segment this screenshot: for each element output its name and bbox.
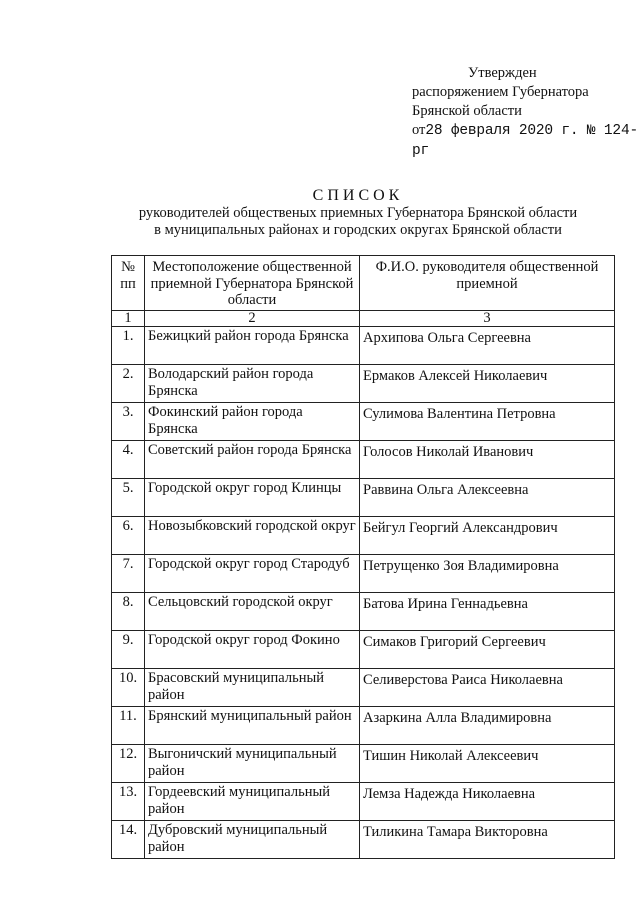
row-number: 14. xyxy=(112,821,145,859)
row-location: Городской округ город Фокино xyxy=(145,631,360,669)
table-row xyxy=(112,327,615,365)
table-row xyxy=(112,517,615,555)
approval-block xyxy=(412,64,640,161)
row-number: 12. xyxy=(112,745,145,783)
column-number: 2 xyxy=(145,311,360,327)
header-fio: Ф.И.О. руководителя общественной приемной xyxy=(360,256,615,311)
table-row xyxy=(112,555,615,593)
row-number: 13. xyxy=(112,783,145,821)
table-row xyxy=(112,669,615,707)
table-row xyxy=(112,783,615,821)
table-header-row xyxy=(112,256,615,311)
row-name: Батова Ирина Геннадьевна xyxy=(360,593,615,631)
table-row xyxy=(112,593,615,631)
document-heading xyxy=(100,186,616,239)
table-row xyxy=(112,365,615,403)
row-number: 9. xyxy=(112,631,145,669)
table-row xyxy=(112,707,615,745)
row-name: Селиверстова Раиса Николаевна xyxy=(360,669,615,707)
row-name: Петрущенко Зоя Владимировна xyxy=(360,555,615,593)
row-name: Ермаков Алексей Николаевич xyxy=(360,365,615,403)
approval-line-region: Брянской области xyxy=(412,103,522,119)
row-name: Голосов Николай Иванович xyxy=(360,441,615,479)
row-number: 4. xyxy=(112,441,145,479)
approval-date-stamp: 28 февраля 2020 г. № 124-рг xyxy=(412,123,638,159)
row-location: Фокинский район города Брянска xyxy=(145,403,360,441)
reception-heads-table xyxy=(111,255,615,859)
row-name: Симаков Григорий Сергеевич xyxy=(360,631,615,669)
row-location: Дубровский муниципальный район xyxy=(145,821,360,859)
column-number: 3 xyxy=(360,311,615,327)
header-location: Местоположение общественной приемной Губернатора Брянской области xyxy=(145,256,360,311)
row-number: 2. xyxy=(112,365,145,403)
row-location: Выгоничский муниципальный район xyxy=(145,745,360,783)
row-number: 5. xyxy=(112,479,145,517)
row-location: Городской округ город Стародуб xyxy=(145,555,360,593)
table-row xyxy=(112,403,615,441)
row-name: Азаркина Алла Владимировна xyxy=(360,707,615,745)
column-number: 1 xyxy=(112,311,145,327)
row-location: Брянский муниципальный район xyxy=(145,707,360,745)
approval-line-approved: Утвержден xyxy=(468,65,537,81)
row-location: Бежицкий район города Брянска xyxy=(145,327,360,365)
row-number: 6. xyxy=(112,517,145,555)
approval-date-line xyxy=(412,121,640,161)
header-number: № пп xyxy=(112,256,145,311)
row-name: Бейгул Георгий Александрович xyxy=(360,517,615,555)
document-subtitle-1: руководителей общественых приемных Губернатора Брянской области xyxy=(138,205,578,221)
table-row xyxy=(112,479,615,517)
table-row xyxy=(112,631,615,669)
row-location: Городской округ город Клинцы xyxy=(145,479,360,517)
row-number: 7. xyxy=(112,555,145,593)
table-row xyxy=(112,745,615,783)
row-location: Гордеевский муниципальный район xyxy=(145,783,360,821)
row-location: Советский район города Брянска xyxy=(145,441,360,479)
row-number: 3. xyxy=(112,403,145,441)
row-number: 10. xyxy=(112,669,145,707)
row-number: 1. xyxy=(112,327,145,365)
document-subtitle-2: в муниципальных районах и городских округах Брянской области xyxy=(154,222,562,238)
table-row xyxy=(112,441,615,479)
row-location: Володарский район города Брянска xyxy=(145,365,360,403)
row-location: Брасовский муниципальный район xyxy=(145,669,360,707)
row-number: 11. xyxy=(112,707,145,745)
row-name: Сулимова Валентина Петровна xyxy=(360,403,615,441)
row-name: Лемза Надежда Николаевна xyxy=(360,783,615,821)
row-name: Тиликина Тамара Викторовна xyxy=(360,821,615,859)
row-name: Архипова Ольга Сергеевна xyxy=(360,327,615,365)
row-location: Сельцовский городской округ xyxy=(145,593,360,631)
document-title: СПИСОК xyxy=(312,187,404,204)
row-location: Новозыбковский городской округ xyxy=(145,517,360,555)
approval-prefix: от xyxy=(412,122,426,138)
row-name: Раввина Ольга Алексеевна xyxy=(360,479,615,517)
table-row xyxy=(112,821,615,859)
approval-line-order: распоряжением Губернатора xyxy=(412,84,589,100)
row-number: 8. xyxy=(112,593,145,631)
table-column-numbers-row xyxy=(112,311,615,327)
row-name: Тишин Николай Алексеевич xyxy=(360,745,615,783)
